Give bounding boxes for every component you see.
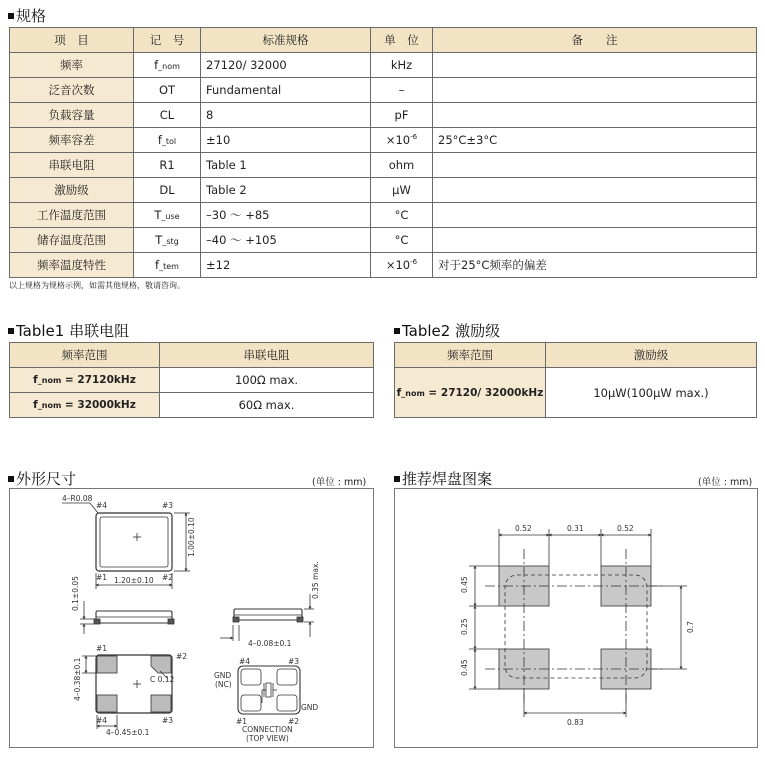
pad-gap-label: 0.31 xyxy=(567,524,584,533)
col-header: 记 号 xyxy=(134,28,201,53)
table-row xyxy=(10,228,757,253)
square-bullet-icon xyxy=(394,328,400,334)
pad-width-label: 4–0.08±0.1 xyxy=(248,639,292,648)
symbol-cell: T_stg xyxy=(134,228,201,253)
standard-value-cell: 8 xyxy=(201,103,371,128)
square-bullet-icon xyxy=(8,13,14,19)
remark-cell xyxy=(433,78,757,103)
pin3-label: #3 xyxy=(288,657,300,666)
table-row xyxy=(10,153,757,178)
table-row xyxy=(10,53,757,78)
outline-drawing-panel xyxy=(9,488,374,748)
col-header: 标准规格 xyxy=(201,28,371,53)
unit-cell: – xyxy=(371,78,433,103)
resistance-cell: 100Ω max. xyxy=(160,368,374,393)
pin3-label: #3 xyxy=(162,716,174,725)
drive-level-cell: 10μW(100μW max.) xyxy=(546,368,757,418)
freq-range-cell: f_nom = 27120/ 32000kHz xyxy=(395,368,546,418)
package-lid xyxy=(100,517,168,567)
pad-height-label: 0.45 xyxy=(460,576,469,593)
pin1-label: #1 xyxy=(236,717,248,726)
remark-cell xyxy=(433,178,757,203)
table-row xyxy=(10,78,757,103)
remark-cell xyxy=(433,228,757,253)
item-cell: 频率 xyxy=(10,53,134,78)
remark-cell xyxy=(433,153,757,178)
standard-value-cell: –30 ～ +85 xyxy=(201,203,371,228)
item-cell: 串联电阻 xyxy=(10,153,134,178)
pad-height-label: 0.45 xyxy=(460,659,469,676)
unit-cell: μW xyxy=(371,178,433,203)
symbol-cell: OT xyxy=(134,78,201,103)
symbol-cell: DL xyxy=(134,178,201,203)
standard-value-cell: Fundamental xyxy=(201,78,371,103)
unit-cell: kHz xyxy=(371,53,433,78)
table-row xyxy=(395,368,757,418)
pin4-label: #4 xyxy=(239,657,251,666)
pin4-label: #4 xyxy=(96,716,108,725)
standard-value-cell: Table 1 xyxy=(201,153,371,178)
package-top-view xyxy=(96,513,172,571)
pin1-label: #1 xyxy=(96,644,108,653)
outline-title: 外形尺寸 xyxy=(8,468,76,489)
standard-value-cell: ±12 xyxy=(201,253,371,278)
item-cell: 负载容量 xyxy=(10,103,134,128)
table-row xyxy=(10,178,757,203)
land-pattern-unit: (单位 : mm) xyxy=(698,477,753,488)
unit-cell: $\times 10^{-6}$ xyxy=(371,128,433,153)
outline-drawing xyxy=(10,489,373,747)
land-pattern-panel xyxy=(394,488,758,748)
pad-width-label: 0.52 xyxy=(515,524,532,533)
freq-range-cell: f_nom = 27120kHz xyxy=(10,368,160,393)
item-cell: 工作温度范围 xyxy=(10,203,134,228)
connection-label: CONNECTION xyxy=(242,725,293,734)
col-header: 串联电阻 xyxy=(160,343,374,368)
symbol-cell: R1 xyxy=(134,153,201,178)
gnd-label: GND xyxy=(214,671,232,680)
pitch-v-label: 0.7 xyxy=(686,621,695,633)
pin2-label: #2 xyxy=(162,573,174,582)
spec-note: 以上规格为规格示例，如需其他规格，敬请咨询。 xyxy=(9,281,185,290)
table1-title: Table1 串联电阻 xyxy=(8,320,129,341)
item-cell: 频率温度特性 xyxy=(10,253,134,278)
pad-pitch-label: 4–0.45±0.1 xyxy=(106,728,150,737)
unit-cell: pF xyxy=(371,103,433,128)
table2 xyxy=(394,342,757,418)
nc-label: (NC) xyxy=(215,680,232,689)
package-side-view-right xyxy=(234,609,302,620)
resistance-cell: 60Ω max. xyxy=(160,393,374,418)
standard-value-cell: ±10 xyxy=(201,128,371,153)
pitch-h-label: 0.83 xyxy=(567,718,584,727)
table-row xyxy=(10,393,374,418)
standard-value-cell: 27120/ 32000 xyxy=(201,53,371,78)
thickness-dim-label: 0.1±0.05 xyxy=(71,576,80,611)
spec-table-header xyxy=(10,28,757,53)
spec-section-title: 规格 xyxy=(8,5,46,26)
pin2-label: #2 xyxy=(288,717,300,726)
pin3-label: #3 xyxy=(162,501,174,510)
remark-cell: 25°C±3°C xyxy=(433,128,757,153)
table-row xyxy=(10,253,757,278)
table-row xyxy=(10,103,757,128)
col-header: 单 位 xyxy=(371,28,433,53)
unit-cell: $\times 10^{-6}$ xyxy=(371,253,433,278)
spec-table xyxy=(9,27,757,278)
symbol-cell: f_nom xyxy=(134,53,201,78)
square-bullet-icon xyxy=(8,476,14,482)
square-bullet-icon xyxy=(394,476,400,482)
pad-width-label: 0.52 xyxy=(617,524,634,533)
remark-cell xyxy=(433,203,757,228)
remark-cell xyxy=(433,53,757,78)
square-bullet-icon xyxy=(8,328,14,334)
col-header: 项 目 xyxy=(10,28,134,53)
height-dim-label: 1.00±0.10 xyxy=(187,517,196,557)
item-cell: 频率容差 xyxy=(10,128,134,153)
outline-unit: (单位 : mm) xyxy=(312,477,367,488)
unit-cell: °C xyxy=(371,203,433,228)
table1 xyxy=(9,342,374,418)
pad-height-label: 4–0.38±0.1 xyxy=(73,657,82,701)
item-cell: 储存温度范围 xyxy=(10,228,134,253)
unit-cell: ohm xyxy=(371,153,433,178)
max-height-label: 0.35 max. xyxy=(311,561,320,599)
radius-label: 4–R0.08 xyxy=(62,494,93,503)
pin2-label: #2 xyxy=(176,652,188,661)
unit-cell: °C xyxy=(371,228,433,253)
item-cell: 泛音次数 xyxy=(10,78,134,103)
pin1-label: #1 xyxy=(96,573,108,582)
freq-range-cell: f_nom = 32000kHz xyxy=(10,393,160,418)
col-header: 备 注 xyxy=(433,28,757,53)
pad-vgap-label: 0.25 xyxy=(460,618,469,635)
symbol-cell: f_tem xyxy=(134,253,201,278)
width-dim-label: 1.20±0.10 xyxy=(114,576,154,585)
symbol-cell: T_use xyxy=(134,203,201,228)
item-cell: 激励级 xyxy=(10,178,134,203)
col-header: 频率范围 xyxy=(10,343,160,368)
gnd-label: GND xyxy=(301,703,319,712)
table-row xyxy=(10,368,374,393)
symbol-cell: CL xyxy=(134,103,201,128)
col-header: 激励级 xyxy=(546,343,757,368)
col-header: 频率范围 xyxy=(395,343,546,368)
land-pattern-title: 推荐焊盘图案 xyxy=(394,468,492,489)
symbol-cell: f_tol xyxy=(134,128,201,153)
remark-cell xyxy=(433,103,757,128)
standard-value-cell: –40 ～ +105 xyxy=(201,228,371,253)
table-row xyxy=(10,203,757,228)
land-pattern-drawing xyxy=(395,489,757,747)
remark-cell: 对于25°C频率的偏差 xyxy=(433,253,757,278)
table2-title: Table2 激励级 xyxy=(394,320,500,341)
pin4-label: #4 xyxy=(96,501,108,510)
table-row xyxy=(10,128,757,153)
chamfer-label: C 0.12 xyxy=(150,675,175,684)
top-view-label: (TOP VIEW) xyxy=(246,734,289,743)
standard-value-cell: Table 2 xyxy=(201,178,371,203)
